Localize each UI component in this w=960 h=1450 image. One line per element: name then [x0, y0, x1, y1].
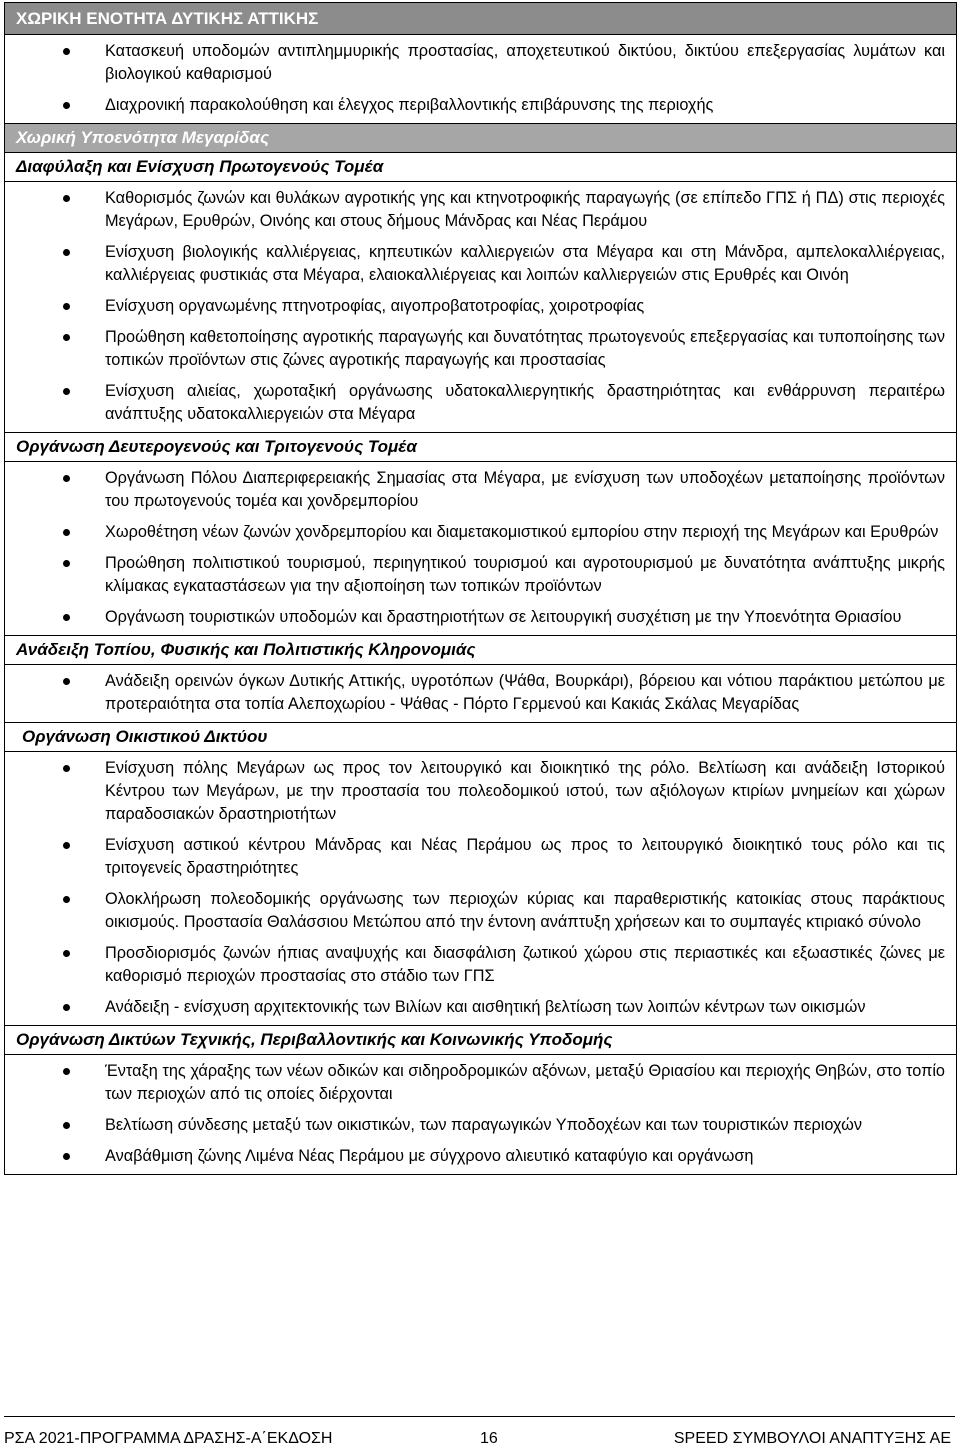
list-item-text: Βελτίωση σύνδεσης μεταξύ των οικιστικών, των παραγωγικών Υποδοχέων και των τουριστικών περιοχών: [105, 1116, 862, 1134]
bullet-icon: [63, 996, 70, 1019]
list-item-text: Οργάνωση Πόλου Διαπεριφερειακής Σημασίας στα Μέγαρα, με ενίσχυση των υποδοχέων μεταποίησης προϊόντων του πρωτογενούς τομέα και χονδρεμπορίου: [105, 469, 945, 510]
bullet-icon: [63, 241, 70, 264]
list-item: [105, 295, 945, 318]
list-item: [105, 834, 945, 880]
list-item-text: Ενίσχυση βιολογικής καλλιέργειας, κηπευτικών καλλιεργειών στα Μέγαρα και στη Μάνδρα, αμπελοκαλλιέργειας, καλλιέργειας φυστικιάς στα Μέγαρα, ελαιοκαλλιέργειας και λοιπών καλλιεργειών στις Ερυθρές και Οινόη: [105, 243, 945, 284]
list-item-text: Προσδιορισμός ζωνών ήπιας αναψυχής και διασφάλιση ζωτικού χώρου στις περιαστικές και εξωαστικές ζώνες με καθορισμό περιοχών προστασίας στο στάδιο των ΓΠΣ: [105, 944, 945, 985]
section-list-secondary-tertiary: [5, 462, 956, 635]
list-item-text: Χωροθέτηση νέων ζωνών χονδρεμπορίου και διαμετακομιστικού εμπορίου στην περιοχή της Μεγάρων και Ερυθρών: [105, 523, 939, 541]
list-item: [105, 996, 945, 1019]
bullet-icon: [63, 40, 70, 63]
bullet-icon: [63, 1060, 70, 1083]
list-item: [105, 241, 945, 287]
list-item-text: Ενίσχυση αλιείας, χωροταξική οργάνωσης υδατοκαλλιεργητικής δραστηριότητας και ενθάρρυνση περαιτέρω ανάπτυξης υδατοκαλλιεργειών στα Μέγαρα: [105, 382, 945, 423]
bullet-icon: [63, 467, 70, 490]
list-item: [105, 942, 945, 988]
list-item-text: Ενίσχυση αστικού κέντρου Μάνδρας και Νέας Περάμου ως προς το λειτουργικό διοικητικό τους ρόλο και τις τριτογενείς δραστηριότητες: [105, 836, 945, 877]
bullet-icon: [63, 94, 70, 117]
list-item: [105, 521, 945, 544]
footer-page-number: 16: [480, 1430, 498, 1447]
page-footer: [4, 1416, 955, 1447]
list-item: [105, 1114, 945, 1137]
document-table: [4, 2, 957, 1175]
list-item-text: Προώθηση καθετοποίησης αγροτικής παραγωγής και δυνατότητας πρωτογενούς επεξεργασίας και τυποποίησης των τοπικών προϊόντων στις ζώνες αγροτικής παραγωγής και προστασίας: [105, 328, 945, 369]
section-title-primary-sector: Διαφύλαξη και Ενίσχυση Πρωτογενούς Τομέα: [5, 153, 956, 182]
list-item-text: Ανάδειξη ορεινών όγκων Δυτικής Αττικής, υγροτόπων (Ψάθα, Βουρκάρι), βόρειου και νότιου παράκτιου μετώπου με προτεραιότητα στα τοπία Αλεποχωρίου - Ψάθας - Πόρτο Γερμενού και Κακιάς Σκάλας Μεγαρίδας: [105, 672, 945, 713]
footer-document-title: ΡΣΑ 2021-ΠΡΟΓΡΑΜΜΑ ΔΡΑΣΗΣ-Α΄ΕΚΔΟΣΗ: [4, 1430, 333, 1447]
list-item-text: Ανάδειξη - ενίσχυση αρχιτεκτονικής των Βιλίων και αισθητική βελτίωση των λοιπών κέντρων των οικισμών: [105, 998, 866, 1016]
list-item: [105, 40, 945, 86]
section-title-infrastructure: Οργάνωση Δικτύων Τεχνικής, Περιβαλλοντικής και Κοινωνικής Υποδομής: [5, 1025, 956, 1055]
bullet-icon: [63, 552, 70, 575]
list-item: [105, 187, 945, 233]
bullet-icon: [63, 326, 70, 349]
section-title-settlement-network: Οργάνωση Οικιστικού Δικτύου: [5, 722, 956, 752]
list-item-text: Ένταξη της χάραξης των νέων οδικών και σιδηροδρομικών αξόνων, μεταξύ Θριασίου και περιοχής Θηβών, στο τοπίο των περιοχών από τις οποίες διέρχονται: [105, 1062, 945, 1103]
list-item-text: Ενίσχυση πόλης Μεγάρων ως προς τον λειτουργικό και διοικητικό της ρόλο. Βελτίωση και ανάδειξη Ιστορικού Κέντρου των Μεγάρων, με την προστασία του πολεοδομικού ιστού, των αξιόλογων κτιρίων μνημείων και χώρων παραδοσιακών δραστηριοτήτων: [105, 759, 945, 823]
bullet-icon: [63, 757, 70, 780]
list-item: [105, 94, 945, 117]
list-item-text: Καθορισμός ζωνών και θυλάκων αγροτικής γης και κτηνοτροφικής παραγωγής (σε επίπεδο ΓΠΣ ή ΠΔ) στις περιοχές Μεγάρων, Ερυθρών, Οινόης και στους δήμους Μάνδρας και Νέας Περάμου: [105, 189, 945, 230]
list-item: [105, 757, 945, 826]
list-item: [105, 552, 945, 598]
bullet-icon: [63, 1145, 70, 1168]
list-item: [105, 1060, 945, 1106]
list-item-text: Οργάνωση τουριστικών υποδομών και δραστηριοτήτων σε λειτουργική συσχέτιση με την Υποενότητα Θριασίου: [105, 608, 902, 626]
subunit-title: Χωρική Υποενότητα Μεγαρίδας: [5, 123, 956, 153]
list-item: [105, 326, 945, 372]
list-item-text: Ολοκλήρωση πολεοδομικής οργάνωσης των περιοχών κύριας και παραθεριστικής κατοικίας στους παράκτιους οικισμούς. Προστασία Θαλάσσιου Μετώπου από την έντονη ανάπτυξη χρήσεων και το συμπαγές κτιριακό σύνολο: [105, 890, 945, 931]
intro-list: [5, 35, 956, 123]
list-item-text: Κατασκευή υποδομών αντιπλημμυρικής προστασίας, αποχετευτικού δικτύου, δικτύου επεξεργασίας λυμάτων και βιολογικού καθαρισμού: [105, 42, 945, 83]
bullet-icon: [63, 606, 70, 629]
list-item-text: Αναβάθμιση ζώνης Λιμένα Νέας Περάμου με σύγχρονο αλιευτικό καταφύγιο και οργάνωση: [105, 1147, 754, 1165]
list-item: [105, 1145, 945, 1168]
list-item: [105, 888, 945, 934]
bullet-icon: [63, 521, 70, 544]
bullet-icon: [63, 888, 70, 911]
bullet-icon: [63, 1114, 70, 1137]
list-item-text: Ενίσχυση οργανωμένης πτηνοτροφίας, αιγοπροβατοτροφίας, χοιροτροφίας: [105, 297, 645, 315]
bullet-icon: [63, 295, 70, 318]
list-item-text: Διαχρονική παρακολούθηση και έλεγχος περιβαλλοντικής επιβάρυνσης της περιοχής: [105, 96, 714, 114]
section-title-heritage: Ανάδειξη Τοπίου, Φυσικής και Πολιτιστικής Κληρονομιάς: [5, 635, 956, 665]
list-item: [105, 380, 945, 426]
list-item-text: Προώθηση πολιτιστικού τουρισμού, περιηγητικού τουρισμού και αγροτουρισμού με δυνατότητα ανάπτυξης μικρής κλίμακας εγκαταστάσεων για την αξιοποίηση των τοπικών προϊόντων: [105, 554, 945, 595]
section-list-heritage: [5, 665, 956, 722]
footer-company: SPEED ΣΥΜΒΟΥΛΟΙ ΑΝΑΠΤΥΞΗΣ ΑΕ: [673, 1430, 951, 1447]
list-item: [105, 467, 945, 513]
list-item: [105, 670, 945, 716]
section-list-settlement-network: [5, 752, 956, 1025]
section-title-secondary-tertiary: Οργάνωση Δευτερογενούς και Τριτογενούς Τομέα: [5, 432, 956, 462]
section-list-infrastructure: [5, 1055, 956, 1174]
bullet-icon: [63, 380, 70, 403]
section-list-primary-sector: [5, 182, 956, 432]
bullet-icon: [63, 834, 70, 857]
list-item: [105, 606, 945, 629]
bullet-icon: [63, 670, 70, 693]
bullet-icon: [63, 942, 70, 965]
bullet-icon: [63, 187, 70, 210]
region-header: ΧΩΡΙΚΗ ΕΝΟΤΗΤΑ ΔΥΤΙΚΗΣ ΑΤΤΙΚΗΣ: [5, 3, 956, 35]
